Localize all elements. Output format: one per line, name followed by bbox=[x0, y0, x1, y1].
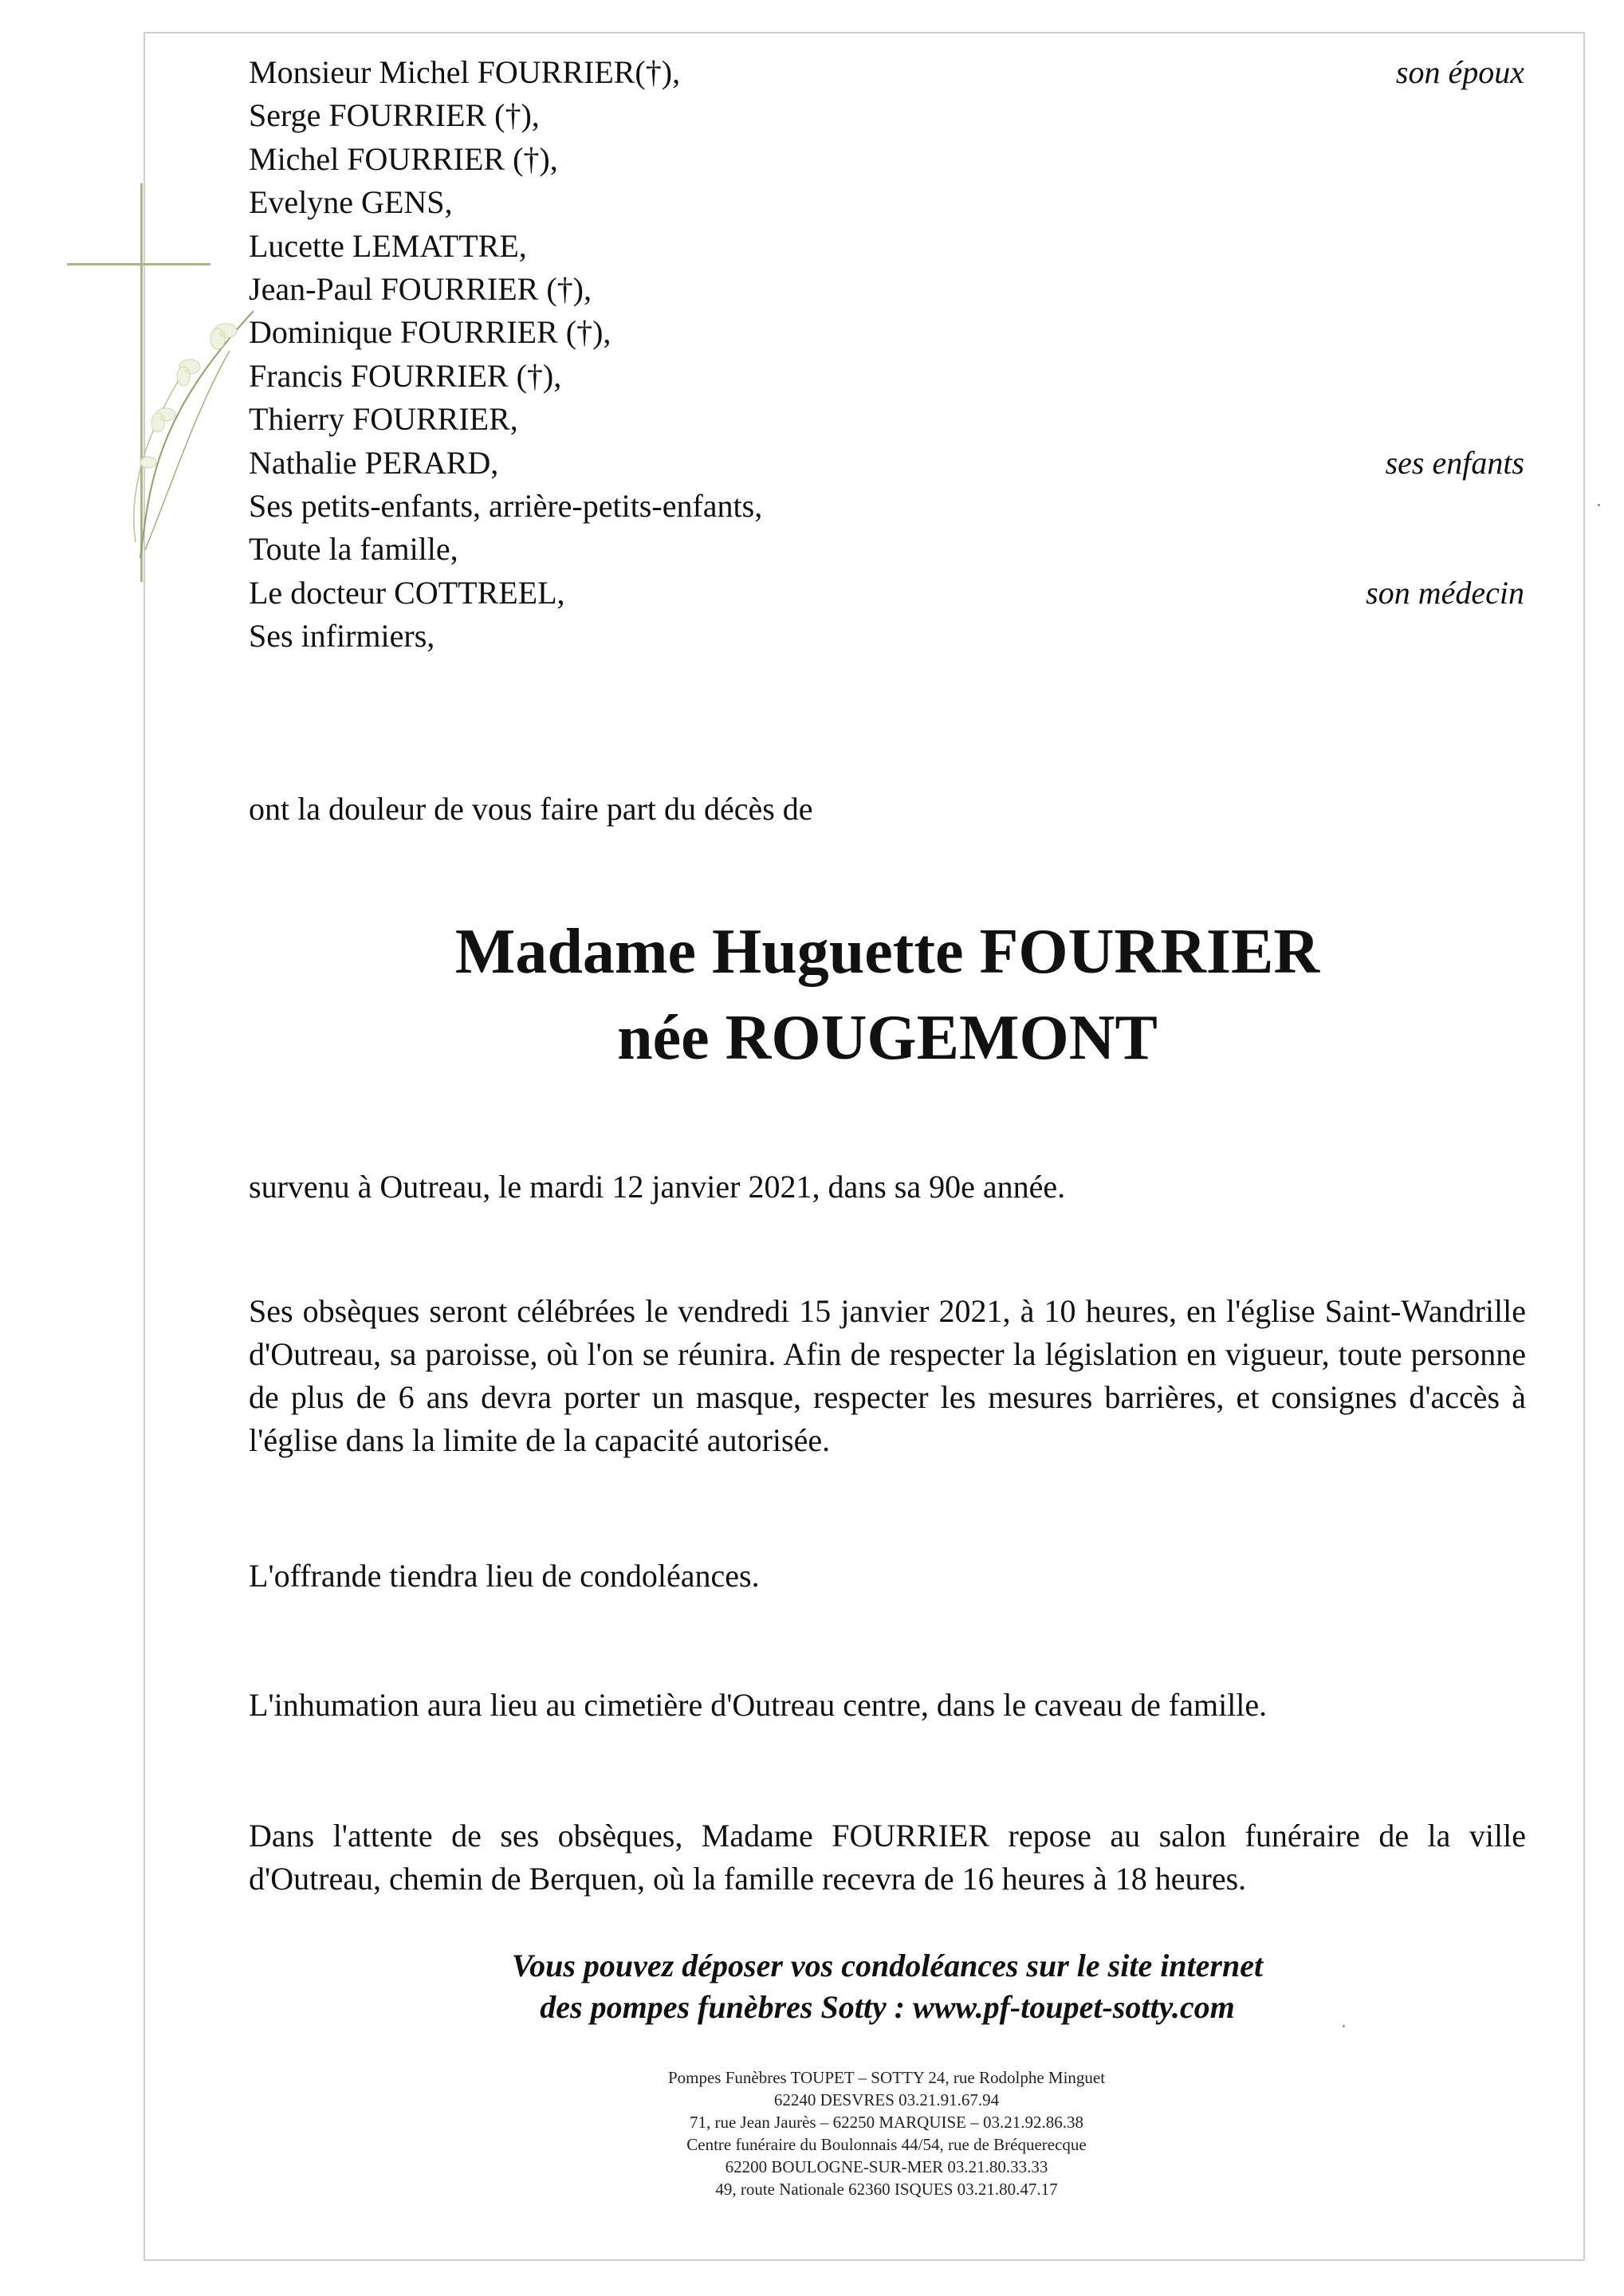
family-member-name: Nathalie PERARD, bbox=[249, 444, 499, 481]
family-member-name: Serge FOURRIER (†), bbox=[249, 97, 540, 134]
cross-with-orchid-icon bbox=[62, 175, 254, 590]
deceased-name bbox=[249, 909, 1526, 1081]
condolences-notice bbox=[249, 1945, 1526, 2028]
family-list bbox=[249, 51, 1524, 658]
condolences-website-line: des pompes funèbres Sotty : www.pf-toupet-sotty.com bbox=[540, 1989, 1235, 2025]
family-member-name: Le docteur COTTREEL, bbox=[249, 574, 565, 611]
deceased-name-line: Madame Huguette FOURRIER bbox=[454, 917, 1320, 987]
family-member-name: Monsieur Michel FOURRIER(†), bbox=[249, 54, 681, 90]
family-row bbox=[249, 572, 1524, 615]
footer-line: 62240 DESVRES 03.21.91.67.94 bbox=[773, 2090, 1000, 2109]
family-row bbox=[249, 94, 1524, 137]
footer-line: 71, rue Jean Jaurès – 62250 MARQUISE – 03.21.92.86.38 bbox=[689, 2113, 1084, 2132]
family-row bbox=[249, 225, 1524, 268]
family-row bbox=[249, 181, 1524, 224]
family-member-role: son époux bbox=[1395, 54, 1524, 90]
family-row bbox=[249, 528, 1524, 571]
family-row bbox=[249, 398, 1524, 441]
burial-paragraph: L'inhumation aura lieu au cimetière d'Outreau centre, dans le caveau de famille. bbox=[249, 1687, 1268, 1723]
footer-line: 62200 BOULOGNE-SUR-MER 03.21.80.33.33 bbox=[725, 2157, 1048, 2176]
condolences-line: Vous pouvez déposer vos condoléances sur le site internet bbox=[511, 1948, 1264, 1983]
funeral-home-footer bbox=[488, 2066, 1285, 2200]
family-member-name: Francis FOURRIER (†), bbox=[249, 357, 562, 394]
footer-line: 49, route Nationale 62360 ISQUES 03.21.80.47.17 bbox=[715, 2180, 1058, 2199]
family-member-name: Dominique FOURRIER (†), bbox=[249, 314, 611, 351]
footer-line: Centre funéraire du Boulonnais 44/54, rue de Bréquerecque bbox=[686, 2135, 1087, 2154]
offering-paragraph: L'offrande tiendra lieu de condoléances. bbox=[249, 1558, 760, 1594]
family-member-name: Michel FOURRIER (†), bbox=[249, 140, 558, 177]
family-row bbox=[249, 268, 1524, 311]
family-member-name: Toute la famille, bbox=[249, 531, 458, 568]
deceased-maiden-name-line: née ROUGEMONT bbox=[617, 1003, 1158, 1073]
family-row bbox=[249, 615, 1524, 658]
family-row bbox=[249, 311, 1524, 354]
family-member-name: Evelyne GENS, bbox=[249, 184, 453, 221]
scan-speck bbox=[1343, 2025, 1345, 2027]
family-member-name: Ses infirmiers, bbox=[249, 618, 435, 655]
family-member-role: ses enfants bbox=[1385, 444, 1524, 481]
family-row bbox=[249, 355, 1524, 398]
family-row bbox=[249, 51, 1524, 94]
family-member-name: Thierry FOURRIER, bbox=[249, 401, 518, 438]
family-member-name: Lucette LEMATTRE, bbox=[249, 227, 527, 264]
funeral-paragraph: Ses obsèques seront célébrées le vendredi 15 janvier 2021, à 10 heures, en l'église Saint-Wandrille d'Outreau, sa paroisse, où l'on se réunira. Afin de respecter la législation en vigueur, toute personne de plus de 6 ans devra porter un masque, respecter les mesures barrières, et consignes d'accès à l'église dans la limite de la capacité autorisée. bbox=[249, 1293, 1526, 1458]
family-member-name: Jean-Paul FOURRIER (†), bbox=[249, 270, 592, 307]
family-row bbox=[249, 442, 1524, 485]
family-row bbox=[249, 485, 1524, 528]
family-member-name: Ses petits-enfants, arrière-petits-enfants, bbox=[249, 487, 763, 524]
family-row bbox=[249, 138, 1524, 181]
announcement-intro: ont la douleur de vous faire part du décès de bbox=[249, 791, 813, 827]
viewing-paragraph: Dans l'attente de ses obsèques, Madame FOURRIER repose au salon funéraire de la ville d'Outreau, chemin de Berquen, où la famille recevra de 16 heures à 18 heures. bbox=[249, 1818, 1526, 1897]
death-paragraph: survenu à Outreau, le mardi 12 janvier 2021, dans sa 90e année. bbox=[249, 1169, 1066, 1205]
family-member-role: son médecin bbox=[1366, 574, 1524, 611]
footer-line: Pompes Funèbres TOUPET – SOTTY 24, rue Rodolphe Minguet bbox=[667, 2068, 1106, 2087]
scan-speck bbox=[1598, 504, 1600, 506]
